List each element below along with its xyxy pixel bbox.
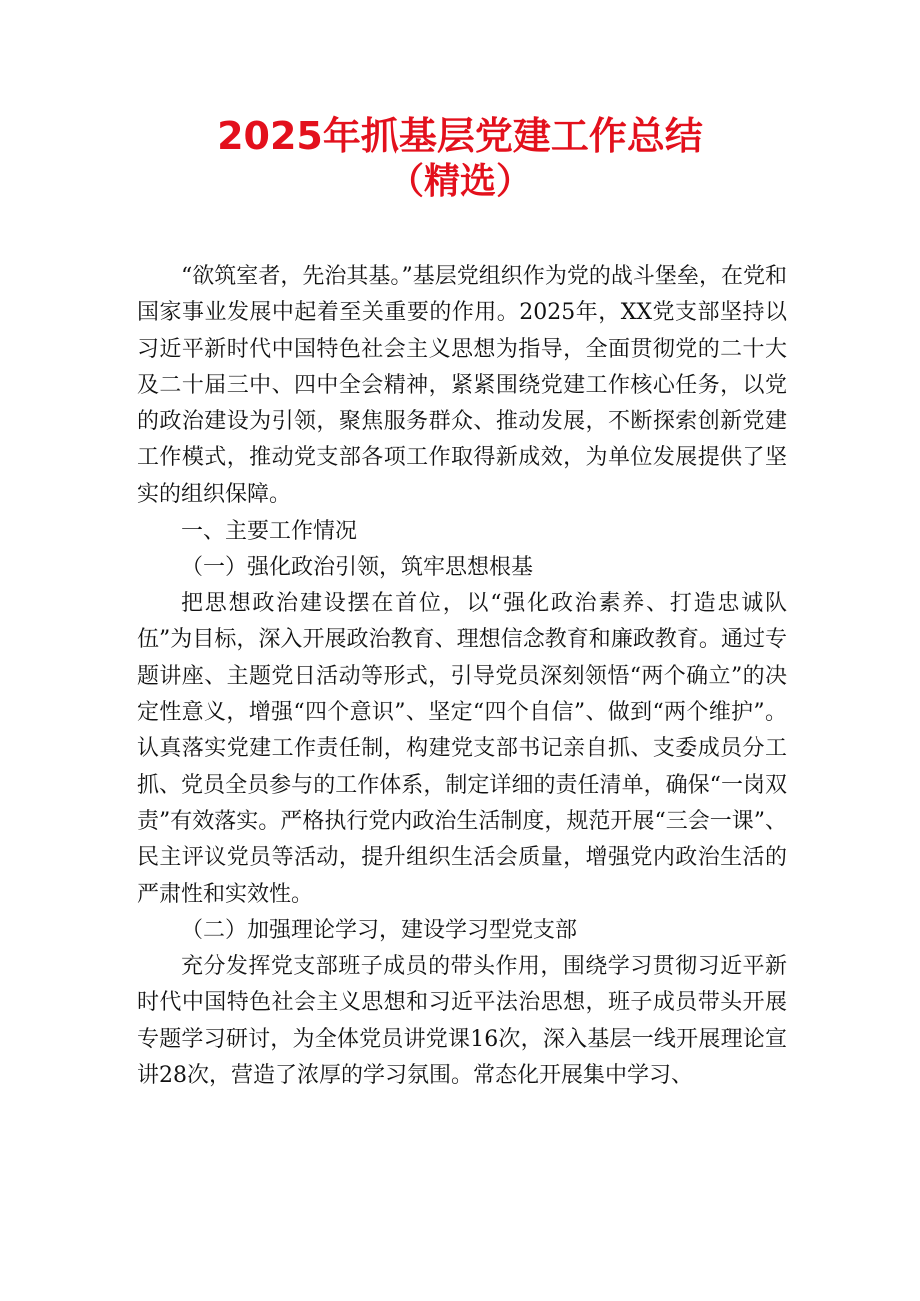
body-paragraph: 充分发挥党支部班子成员的带头作用，围绕学习贯彻习近平新时代中国特色社会主义思想和习近平法治思想，班子成员带头开展专题学习研讨，为全体党员讲党课16次，深入基层一线开展理论宣讲28次，营造了浓厚的学习氛围。常态化开展集中学习、 bbox=[137, 954, 787, 1089]
document-body bbox=[137, 259, 787, 1094]
document-title: 2025年抓基层党建工作总结 bbox=[217, 114, 703, 158]
body-paragraph: 把思想政治建设摆在首位，以“强化政治素养、打造忠诚队伍”为目标，深入开展政治教育、理想信念教育和廉政教育。通过专题讲座、主题党日活动等形式，引导党员深刻领悟“两个确立”的决定性意义，增强“四个意识”、坚定“四个自信”、做到“两个维护”。认真落实党建工作责任制，构建党支部书记亲自抓、支委成员分工抓、党员全员参与的工作体系，制定详细的责任清单，确保“一岗双责”有效落实。严格执行党内政治生活制度，规范开展“三会一课”、民主评议党员等活动，提升组织生活会质量，增强党内政治生活的严肃性和实效性。 bbox=[137, 591, 787, 907]
subsection-heading: （一）强化政治引领，筑牢思想根基 bbox=[181, 554, 534, 580]
subsection-heading: （二）加强理论学习，建设学习型党支部 bbox=[181, 917, 578, 943]
intro-paragraph: “欲筑室者，先治其基。”基层党组织作为党的战斗堡垒，在党和国家事业发展中起着至关重要的作用。2025年，XX党支部坚持以习近平新时代中国特色社会主义思想为指导，全面贯彻党的二十大及二十届三中、四中全会精神，紧紧围绕党建工作核心任务，以党的政治建设为引领，聚焦服务群众、推动发展，不断探索创新党建工作模式，推动党支部各项工作取得新成效，为单位发展提供了坚实的组织保障。 bbox=[137, 264, 787, 507]
section-heading: 一、主要工作情况 bbox=[181, 518, 358, 544]
document-subtitle: （精选） bbox=[387, 161, 532, 202]
